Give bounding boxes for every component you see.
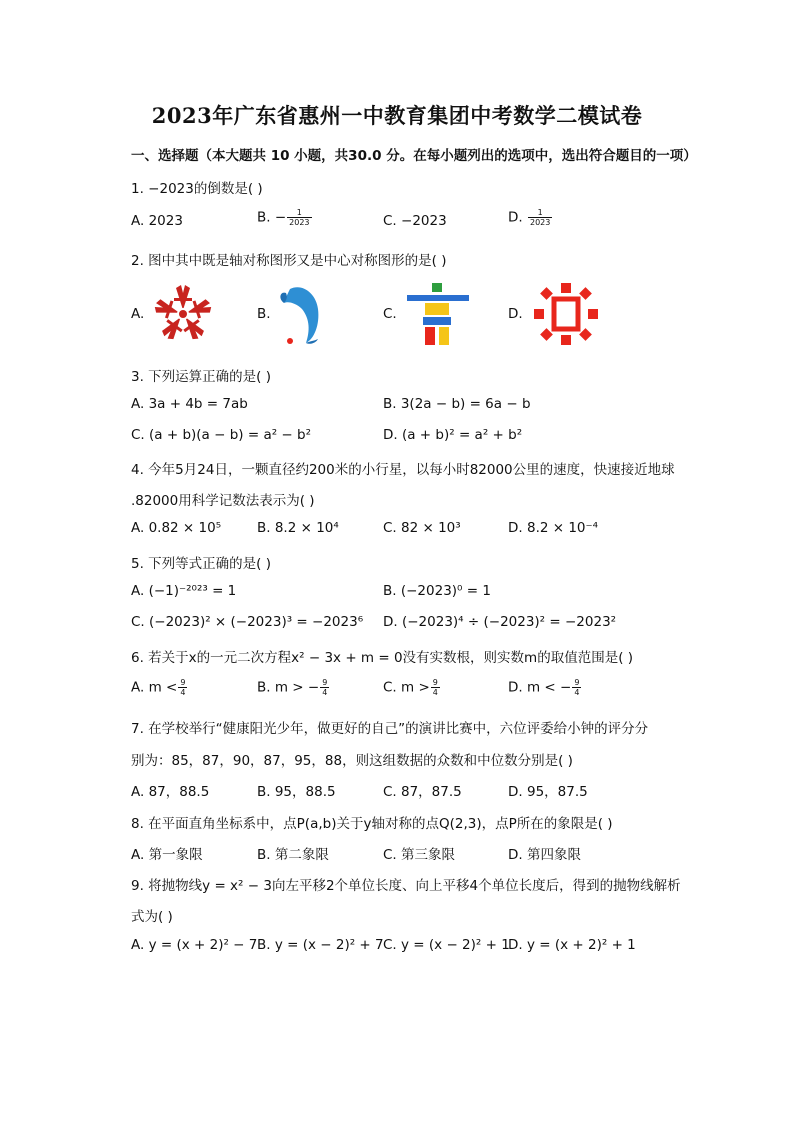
question-9-stem-line2: 式为( )	[131, 909, 173, 925]
q3-option-a: A. 3a + 4b = 7ab	[131, 396, 248, 412]
q1-option-a: A. 2023	[131, 213, 183, 229]
q6-option-a	[131, 678, 188, 697]
question-9-stem-line1: 9. 将抛物线y = x² − 3向左平移2个单位长度、向上平移4个单位长度后，得到的抛物线解析	[131, 878, 681, 894]
q6-option-b	[257, 678, 330, 697]
q4-option-d: D. 8.2 × 10⁻⁴	[508, 520, 599, 536]
q2-option-a-label: A.	[131, 306, 145, 322]
q1-option-b	[257, 208, 313, 227]
q6-d-prefix: D. m < −	[508, 679, 572, 696]
q8-option-c: C. 第三象限	[383, 847, 456, 863]
q7-option-d: D. 95，87.5	[508, 784, 588, 800]
q5-option-d: D. (−2023)⁴ ÷ (−2023)² = −2023²	[383, 614, 617, 630]
q6-a-fraction	[178, 678, 187, 697]
q4-option-c: C. 82 × 10³	[383, 520, 461, 536]
q4-option-a: A. 0.82 × 10⁵	[131, 520, 222, 536]
q9-option-b: B. y = (x − 2)² + 7	[257, 937, 384, 953]
q1-option-d-fraction	[528, 208, 552, 227]
question-7-stem-line1: 7. 在学校举行“健康阳光少年，做更好的自己”的演讲比赛中，六位评委给小钟的评分分	[131, 721, 649, 737]
inukshuk-icon	[403, 281, 473, 347]
q3-option-b: B. 3(2a − b) = 6a − b	[383, 396, 531, 412]
q8-option-a: A. 第一象限	[131, 847, 203, 863]
q6-option-d	[508, 678, 582, 697]
q5-option-b: B. (−2023)⁰ = 1	[383, 583, 491, 599]
q9-option-c: C. y = (x − 2)² + 1	[383, 937, 510, 953]
question-4-stem-line1: 4. 今年5月24日，一颗直径约200米的小行星，以每小时82000公里的速度，快速接近地球	[131, 462, 675, 478]
question-8-stem: 8. 在平面直角坐标系中，点P(a,b)关于y轴对称的点Q(2,3)，点P所在的象限是( )	[131, 816, 613, 832]
q6-a-den: 4	[180, 688, 186, 697]
q8-option-b: B. 第二象限	[257, 847, 329, 863]
q1-option-d-prefix: D.	[508, 209, 523, 226]
q1-option-b-fraction	[287, 208, 311, 227]
q6-d-den: 4	[574, 688, 580, 697]
q1-d-numerator: 1	[528, 208, 552, 218]
q6-b-fraction	[320, 678, 329, 697]
question-7-stem-line2: 别为：85，87，90，87，95，88，则这组数据的众数和中位数分别是( )	[131, 753, 573, 769]
question-4-stem-line2: .82000用科学记数法表示为( )	[131, 493, 315, 509]
q1-d-denominator: 2023	[529, 218, 551, 227]
q6-a-num: 9	[180, 678, 186, 687]
exam-title: 2023年广东省惠州一中教育集团中考数学二模试卷	[151, 103, 643, 128]
q6-b-prefix: B. m > −	[257, 679, 320, 696]
q5-option-c: C. (−2023)² × (−2023)³ = −2023⁶	[131, 614, 364, 630]
question-2-stem: 2. 图中其中既是轴对称图形又是中心对称图形的是( )	[131, 253, 447, 269]
q5-option-a: A. (−1)⁻²⁰²³ = 1	[131, 583, 237, 599]
q6-d-num: 9	[574, 678, 580, 687]
q1-b-denominator: 2023	[289, 218, 310, 227]
q1-b-numerator: 1	[287, 208, 311, 218]
q2-option-b-label: B.	[257, 306, 271, 322]
q1-option-d	[508, 208, 553, 227]
q3-option-d: D. (a + b)² = a² + b²	[383, 427, 523, 443]
q6-c-den: 4	[432, 688, 438, 697]
q7-option-b: B. 95，88.5	[257, 784, 336, 800]
q6-a-prefix: A. m <	[131, 679, 178, 696]
q6-d-fraction	[572, 678, 581, 697]
q9-option-a: A. y = (x + 2)² − 7	[131, 937, 258, 953]
question-6-stem: 6. 若关于x的一元二次方程x² − 3x + m = 0没有实数根，则实数m的取值范围是( )	[131, 650, 634, 666]
dolphin-icon	[276, 281, 326, 347]
q6-c-prefix: C. m >	[383, 679, 430, 696]
question-5-stem: 5. 下列等式正确的是( )	[131, 556, 271, 572]
q1-option-b-prefix: B. −	[257, 209, 287, 226]
q6-option-c	[383, 678, 441, 697]
q9-option-d: D. y = (x + 2)² + 1	[508, 937, 636, 953]
q2-option-c-label: C.	[383, 306, 397, 322]
q1-option-c: C. −2023	[383, 213, 447, 229]
q6-b-den: 4	[322, 688, 328, 697]
q6-b-num: 9	[322, 678, 328, 687]
q8-option-d: D. 第四象限	[508, 847, 581, 863]
red-square-emblem-icon	[532, 281, 600, 347]
q7-option-a: A. 87，88.5	[131, 784, 210, 800]
question-3-stem: 3. 下列运算正确的是( )	[131, 369, 271, 385]
q6-c-num: 9	[432, 678, 438, 687]
snowflake-emblem-icon	[152, 283, 214, 345]
q7-option-c: C. 87，87.5	[383, 784, 462, 800]
q3-option-c: C. (a + b)(a − b) = a² − b²	[131, 427, 312, 443]
section-heading: 一、选择题（本大题共 10 小题，共30.0 分。在每小题列出的选项中，选出符合题目的一项）	[131, 148, 697, 164]
question-1-stem: 1. −2023的倒数是( )	[131, 181, 263, 197]
q2-option-d-label: D.	[508, 306, 523, 322]
q4-option-b: B. 8.2 × 10⁴	[257, 520, 339, 536]
q6-c-fraction	[431, 678, 440, 697]
